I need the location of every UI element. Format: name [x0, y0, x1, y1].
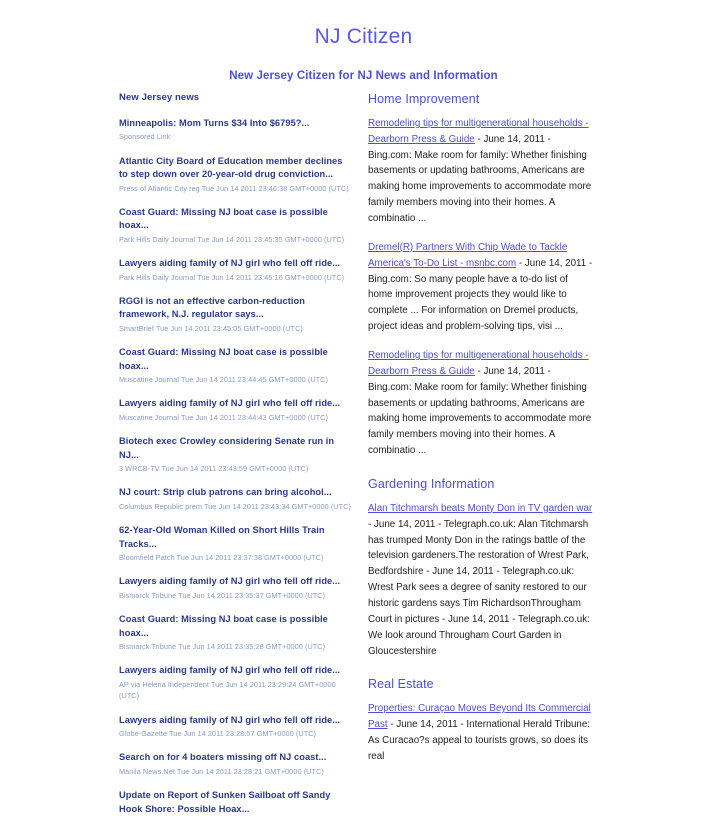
content-columns: [0, 92, 727, 828]
article-headline-link[interactable]: Remodeling tips for multigenerational households - Dearborn Press & Guide: [368, 349, 589, 377]
news-item-title-link[interactable]: Coast Guard: Missing NJ boat case is possible hoax...: [119, 614, 328, 638]
page-title: NJ Citizen: [314, 25, 413, 48]
news-item-source-timestamp: Park Hills Daily Journal Tue Jun 14 2011 23:45:16 GMT+0000 (UTC): [119, 272, 345, 282]
article-summary-text: - June 14, 2011 - Bing.com: Make room for family: Whether finishing basements or updating bathrooms, Americans are making home improvements to accommodate more family members moving into their homes. A combinatio ...: [368, 133, 592, 224]
news-column: [119, 92, 360, 828]
news-item-title-link[interactable]: Atlantic City Board of Education member declines to step down over 20-year-old drug conviction...: [119, 155, 343, 180]
news-item: [119, 524, 352, 563]
news-item-source-timestamp: 3 WRCB-TV Tue Jun 14 2011 23:43:59 GMT+0000 (UTC): [119, 464, 309, 474]
site-masthead: [0, 0, 727, 82]
article-entry: [368, 348, 594, 459]
news-item-source-timestamp: Bismarck Tribune Tue Jun 14 2011 23:35:28 GMT+0000 (UTC): [119, 642, 326, 652]
article-summary-text: - June 14, 2011 - Bing.com: Make room for family: Whether finishing basements or updating bathrooms, Americans are making home improvements to accommodate more family members moving into their homes. A combinatio ...: [368, 365, 592, 457]
news-item: [119, 206, 352, 245]
news-item-source-timestamp: Sponsored Link: [119, 132, 171, 142]
news-item: [119, 155, 352, 194]
news-item-source-timestamp: Bismarck Tribune Tue Jun 14 2011 23:35:37 GMT+0000 (UTC): [119, 590, 326, 600]
news-item: [119, 575, 352, 601]
news-item-title-link[interactable]: Coast Guard: Missing NJ boat case is possible hoax...: [119, 347, 328, 371]
news-list: [119, 117, 352, 816]
news-item-title-link[interactable]: Lawyers aiding family of NJ girl who fell off ride...: [119, 665, 341, 676]
news-item-title-link[interactable]: Lawyers aiding family of NJ girl who fell off ride...: [119, 398, 341, 409]
news-item-source-timestamp: Press of Atlantic City reg Tue Jun 14 2011 23:46:38 GMT+0000 (UTC): [119, 183, 349, 193]
section-heading: Home Improvement: [368, 92, 480, 106]
section-heading: Real Estate: [368, 677, 434, 692]
article-entry: [368, 116, 594, 227]
news-item-title-link[interactable]: Biotech exec Crowley considering Senate run in NJ...: [119, 436, 335, 460]
news-item-source-timestamp: Columbus Republic prem Tue Jun 14 2011 23:43:34 GMT+0000 (UTC): [119, 501, 351, 511]
article-summary-text: - June 14, 2011 - Telegraph.co.uk: Alan Titchmarsh has trumped Monty Don in the ratings battle of the television gardeners.The restoration of Wrest Park, Bedfordshire - June 14, 2011 - Telegraph.co.uk: Wrest Park sees a degree of sanity restored to our historic gardens says Tim RichardsonThrougham Court in pictures - June 14, 2011 - Telegraph.co.uk: We look around Througham Court Garden in Gloucestershire: [368, 518, 590, 657]
site-tagline: New Jersey Citizen for NJ News and Information: [229, 70, 498, 83]
topic-sections: [368, 92, 594, 765]
news-item-title-link[interactable]: Coast Guard: Missing NJ boat case is possible hoax...: [119, 207, 328, 231]
news-item-source-timestamp: AP via Helena Independent Tue Jun 14 2011 23:29:24 GMT+0000 (UTC): [119, 679, 336, 701]
article-summary-text: - June 14, 2011 - International Herald Tribune: As Curacao?s appeal to tourists grows, so does its real: [368, 719, 591, 762]
news-item-title-link[interactable]: 62-Year-Old Woman Killed on Short Hills Train Tracks...: [119, 525, 325, 549]
article-entry: [368, 240, 594, 335]
news-item: [119, 664, 352, 701]
news-item: [119, 346, 352, 385]
news-item-title-link[interactable]: NJ court: Strip club patrons can bring alcohol...: [119, 487, 332, 498]
news-item-title-link[interactable]: Lawyers aiding family of NJ girl who fell off ride...: [119, 258, 341, 269]
news-item-title-link[interactable]: Lawyers aiding family of NJ girl who fell off ride...: [119, 576, 341, 587]
article-entry: [368, 501, 594, 660]
news-item: [119, 714, 352, 740]
news-item: [119, 435, 352, 474]
article-entry: [368, 701, 594, 764]
article-headline-link[interactable]: Properties: Curaçao Moves Beyond Its Commercial Past: [368, 703, 591, 731]
news-item-source-timestamp: Muscatine Journal Tue Jun 14 2011 23:44:45 GMT+0000 (UTC): [119, 375, 328, 385]
news-item-source-timestamp: Park Hills Daily Journal Tue Jun 14 2011 23:45:35 GMT+0000 (UTC): [119, 234, 345, 244]
news-item: [119, 486, 352, 512]
news-item: [119, 397, 352, 423]
news-item-source-timestamp: SmartBrief Tue Jun 14 2011 23:45:05 GMT+0000 (UTC): [119, 323, 303, 333]
news-item-title-link[interactable]: Update on Report of Sunken Sailboat off Sandy Hook Shore: Possible Hoax...: [119, 790, 331, 814]
news-item: [119, 789, 352, 816]
news-item-source-timestamp: Manila News.Net Tue Jun 14 2011 23:28:21 GMT+0000 (UTC): [119, 766, 324, 776]
news-item-title-link[interactable]: RGGI is not an effective carbon-reduction framework, N.J. regulator says...: [119, 296, 305, 320]
news-item: [119, 295, 352, 334]
article-summary-text: - June 14, 2011 - Bing.com: So many people have a to-do list of home improvement projects they would like to complete ... For information on Dremel products, project ideas and problem-solving tips, visi ...: [368, 257, 593, 333]
news-item-source-timestamp: Bloomfield Patch Tue Jun 14 2011 23:37:38 GMT+0000 (UTC): [119, 553, 324, 563]
news-item-source-timestamp: Globe-Gazette Tue Jun 14 2011 23:28:57 GMT+0000 (UTC): [119, 729, 317, 738]
article-headline-link[interactable]: Remodeling tips for multigenerational households - Dearborn Press & Guide: [368, 117, 589, 145]
article-headline-link[interactable]: Dremel(R) Partners With Chip Wade to Tackle America's To-Do List - msnbc.com: [368, 241, 568, 269]
news-item-source-timestamp: Muscatine Journal Tue Jun 14 2011 23:44:43 GMT+0000 (UTC): [119, 412, 328, 422]
news-item-title-link[interactable]: Search on for 4 boaters missing off NJ coast...: [119, 752, 327, 763]
news-item: [119, 613, 352, 652]
news-item: [119, 751, 352, 777]
section-heading: Gardening Information: [368, 476, 495, 491]
news-item-title-link[interactable]: Lawyers aiding family of NJ girl who fell off ride...: [119, 714, 341, 725]
news-item: [119, 257, 352, 283]
article-headline-link[interactable]: Alan Titchmarsh beats Monty Don in TV garden war: [368, 502, 593, 514]
news-column-heading: New Jersey news: [119, 92, 200, 103]
news-item: [119, 117, 352, 143]
news-item-title-link[interactable]: Minneapolis: Mom Turns $34 Into $6795?...: [119, 118, 310, 128]
topics-column: [368, 92, 594, 778]
